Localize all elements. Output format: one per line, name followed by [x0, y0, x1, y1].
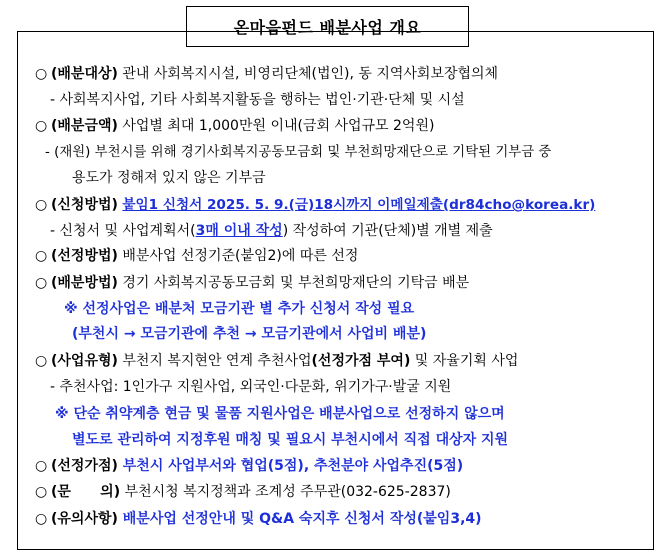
bonus-emphasis: (선정가점 부여) — [311, 353, 411, 369]
item-text: 배분사업 선정안내 및 Q&A 숙지후 신청서 작성(붙임3,4) — [117, 511, 482, 527]
bullet-circle: ○ — [35, 275, 48, 291]
item-amount-sub2: 용도가 정해져 있지 않은 기부금 — [72, 170, 266, 186]
distribute-note2: (부천시 → 모금기관에 추천 → 모금기관에서 사업비 배분) — [72, 326, 427, 342]
item-text: 사업별 최대 1,000만원 이내(금회 사업규모 2억원) — [117, 118, 435, 134]
item-type — [35, 351, 518, 371]
bullet-circle: ○ — [35, 118, 48, 134]
item-notes — [35, 509, 482, 529]
item-label: (사업유형) — [51, 353, 118, 369]
item-text: 부천시청 복지정책과 조계성 주무관(032-625-2837) — [120, 484, 451, 500]
item-bonus — [35, 456, 463, 476]
page-title: 온마음펀드 배분사업 개요 — [186, 6, 469, 47]
item-amount — [35, 116, 434, 136]
item-target — [35, 64, 498, 84]
item-label: (배분대상) — [51, 66, 118, 82]
page-limit-emphasis: 3매 이내 작성 — [195, 223, 283, 239]
item-target-sub: - 사회복지사업, 기타 사회복지활동을 행하는 법인·기관·단체 및 시설 — [50, 92, 465, 108]
sub-text: ) 작성하여 기관(단체)별 개별 제출 — [282, 223, 493, 239]
type-note1: ※ 단순 취약계층 현금 및 물품 지원사업은 배분사업으로 선정하지 않으며 — [55, 406, 505, 422]
item-text: 및 자율기획 사업 — [410, 353, 519, 369]
item-text: 경기 사회복지공동모금회 및 부천희망재단의 기탁금 배분 — [117, 275, 470, 291]
distribute-note1: ※ 선정사업은 배분처 모금기관 별 추가 신청서 작성 필요 — [64, 301, 415, 317]
item-apply-sub — [50, 221, 493, 241]
bullet-circle: ○ — [35, 248, 48, 264]
item-label: (배분방법) — [51, 275, 118, 291]
item-text: 관내 사회복지시설, 비영리단체(법인), 동 지역사회보장협의체 — [117, 66, 499, 82]
apply-deadline-link[interactable]: 붙임1 신청서 2025. 5. 9.(금)18시까지 이메일제출(dr84cho@korea.kr) — [122, 197, 596, 213]
item-contact — [35, 482, 451, 502]
item-text: 부천시 사업부서와 협업(5점), 추천분야 사업추진(5점) — [117, 458, 464, 474]
item-amount-sub1: - (재원) 부천시를 위해 경기사회복지공동모금회 및 부천희망재단으로 기탁된 기부금 중 — [45, 145, 552, 160]
item-text: 부천지 복지현안 연계 추천사업 — [117, 353, 312, 369]
item-label: (선정방법) — [51, 248, 118, 264]
bullet-circle: ○ — [35, 458, 48, 474]
item-label: (선정가점) — [51, 458, 118, 474]
item-label: (신청방법) — [51, 197, 118, 213]
bullet-circle: ○ — [35, 197, 48, 213]
bullet-circle: ○ — [35, 484, 48, 500]
sub-text: - 신청서 및 사업계획서( — [50, 223, 196, 239]
item-distribute — [35, 273, 469, 293]
bullet-circle: ○ — [35, 511, 48, 527]
item-text: 배분사업 선정기준(붙임2)에 따른 선정 — [117, 248, 359, 264]
item-label: (유의사항) — [51, 511, 118, 527]
bullet-circle: ○ — [35, 353, 48, 369]
bullet-circle: ○ — [35, 66, 48, 82]
item-type-sub: - 추천사업: 1인가구 지원사업, 외국인·다문화, 위기가구·발굴 지원 — [50, 379, 452, 395]
item-select — [35, 246, 358, 266]
item-apply — [35, 195, 595, 215]
item-label: (문 의) — [51, 484, 121, 500]
item-label: (배분금액) — [51, 118, 118, 134]
type-note2: 별도로 관리하여 지정후원 매칭 및 필요시 부천시에서 직접 대상자 지원 — [72, 432, 509, 448]
